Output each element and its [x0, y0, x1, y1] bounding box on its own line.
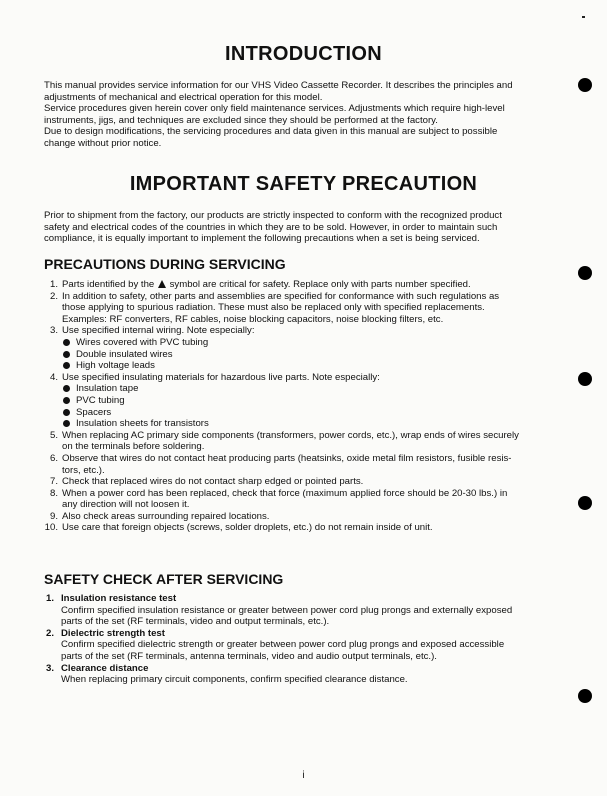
list-item [44, 325, 544, 371]
list-item [44, 511, 544, 523]
item-line: any direction will not loosen it. [62, 499, 190, 511]
item-number: 9. [49, 510, 58, 522]
during-heading: PRECAUTIONS DURING SERVICING [44, 256, 286, 272]
bullet-item: Double insulated wires [62, 349, 544, 361]
intro-line: Due to design modifications, the servicing procedures and data given in this manual are subject to possible [44, 126, 498, 138]
item-number: 2. [49, 290, 58, 302]
item-number: 4. [49, 371, 58, 383]
bullet-item: Insulation tape [62, 383, 544, 395]
list-item [44, 372, 544, 430]
safety-line: safety and electrical codes of the countries in which they are to be sold. However, in order to maintain such [44, 221, 498, 233]
item-line: those applying to spurious radiation. These must also be replaced only with specified replacements. [62, 302, 485, 314]
list-item [44, 291, 544, 326]
bullet-icon [63, 397, 70, 404]
item-number: 2. [46, 627, 55, 639]
item-number: 8. [49, 487, 58, 499]
item-title: Dielectric strength test [61, 627, 165, 639]
item-line: tors, etc.). [62, 464, 105, 476]
item-number: 3. [46, 662, 55, 674]
item-number: 7. [49, 476, 58, 488]
item-line: parts of the set (RF terminals, video and output terminals, etc.). [61, 616, 330, 628]
item-line: Use specified internal wiring. Note especially: [62, 325, 255, 337]
binder-hole [578, 266, 592, 280]
bullet-item: Insulation sheets for transistors [62, 418, 544, 430]
list-item [44, 430, 544, 453]
list-item [44, 522, 544, 534]
item-line: In addition to safety, other parts and assemblies are specified for conformance with such regulations as [62, 290, 500, 302]
after-list [44, 593, 544, 686]
item-number: 1. [46, 593, 55, 604]
item-number: 5. [49, 429, 58, 441]
bullet-item: PVC tubing [62, 395, 544, 407]
intro-line: Service procedures given herein cover only field maintenance services. Adjustments which require high-level [44, 103, 505, 115]
item-number: 1. [49, 279, 58, 290]
binder-hole [578, 689, 592, 703]
bullet-item: Spacers [62, 407, 544, 419]
safety-paragraph [44, 210, 544, 245]
list-item [44, 488, 544, 511]
safety-line: Prior to shipment from the factory, our products are strictly inspected to conform with the recognized product [44, 210, 502, 221]
safety-line: compliance, it is equally important to implement the following precautions when a set is being serviced. [44, 233, 480, 245]
item-line: on the terminals before soldering. [62, 441, 205, 453]
item-number: 3. [49, 325, 58, 337]
intro-line: instruments, jigs, and techniques are excluded since they should be performed at the factory. [44, 114, 438, 126]
list-item [44, 279, 544, 291]
binder-hole [578, 496, 592, 510]
list-item [44, 453, 544, 476]
safety-heading: IMPORTANT SAFETY PRECAUTION [129, 173, 478, 195]
item-title: Insulation resistance test [61, 593, 177, 604]
item-line: Observe that wires do not contact heat producing parts (heatsinks, oxide metal film resistors, fusible resis- [62, 452, 512, 464]
intro-line: change without prior notice. [44, 137, 162, 149]
intro-line: This manual provides service information for our VHS Video Cassette Recorder. It describes the principles and [44, 80, 513, 91]
during-list [44, 279, 544, 534]
intro-heading: INTRODUCTION [225, 43, 382, 65]
item-number: 10. [44, 522, 58, 534]
item-line: Examples: RF converters, RF cables, noise blocking capacitors, noise blocking filters, etc. [62, 313, 444, 325]
scan-speck [582, 16, 585, 18]
bullet-icon [63, 409, 70, 416]
list-item [44, 663, 544, 686]
bullet-icon [63, 362, 70, 369]
item-line: Use care that foreign objects (screws, solder droplets, etc.) do not remain inside of unit. [62, 522, 433, 534]
intro-paragraph [44, 80, 544, 150]
bullet-item: Wires covered with PVC tubing [62, 337, 544, 349]
after-heading: SAFETY CHECK AFTER SERVICING [44, 571, 284, 587]
bullet-list [62, 383, 544, 429]
bullet-item: High voltage leads [62, 360, 544, 372]
item-line: Confirm specified dielectric strength or greater between power cord plug prongs and exposed accessible [61, 639, 505, 651]
bullet-list [62, 337, 544, 372]
bullet-icon [63, 339, 70, 346]
intro-line: adjustments of mechanical and electrical operation for this model. [44, 91, 323, 103]
item-title: Clearance distance [61, 662, 149, 674]
bullet-icon [63, 420, 70, 427]
warning-triangle-icon [158, 280, 166, 288]
item-text: Parts identified by the [62, 279, 157, 290]
binder-hole [578, 78, 592, 92]
page-number: i [302, 770, 305, 781]
list-item [44, 476, 544, 488]
item-line: When replacing primary circuit components, confirm specified clearance distance. [61, 674, 408, 686]
item-line: Use specified insulating materials for hazardous live parts. Note especially: [62, 371, 380, 383]
binder-hole [578, 372, 592, 386]
item-line: When a power cord has been replaced, check that force (maximum applied force should be 20-30 lbs.) in [62, 487, 508, 499]
bullet-icon [63, 385, 70, 392]
item-text: symbol are critical for safety. Replace only with parts number specified. [166, 279, 471, 290]
item-line: parts of the set (RF terminals, antenna terminals, video and audio output terminals, etc.). [61, 650, 437, 662]
list-item [44, 593, 544, 628]
item-line: Also check areas surrounding repaired locations. [62, 510, 270, 522]
item-line: Check that replaced wires do not contact sharp edged or pointed parts. [62, 476, 364, 488]
item-line: Confirm specified insulation resistance or greater between power cord plug prongs and externally exposed [61, 604, 513, 616]
bullet-icon [63, 351, 70, 358]
item-line: When replacing AC primary side components (transformers, power cords, etc.), wrap ends of wires securely [62, 429, 519, 441]
list-item [44, 628, 544, 663]
item-number: 6. [49, 452, 58, 464]
